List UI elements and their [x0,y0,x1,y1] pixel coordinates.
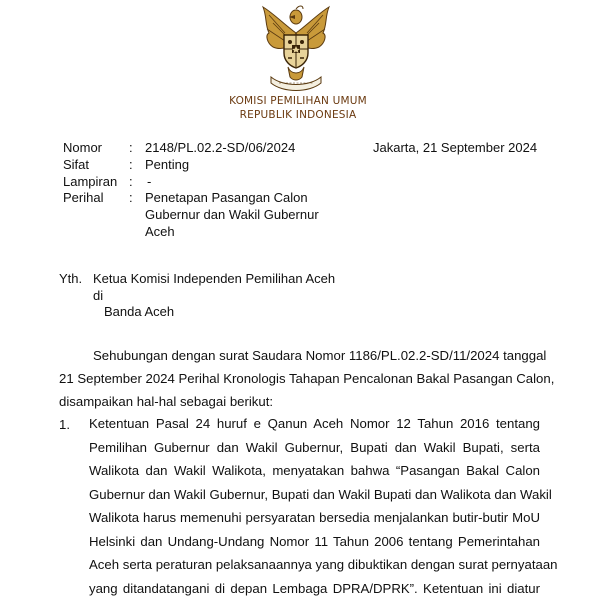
item-1-paragraph [89,412,540,600]
lampiran-colon: : [129,173,133,190]
lampiran-value: - [147,173,151,190]
opening-line-2: 21 September 2024 Perihal Kronologis Tahapan Pencalonan Bakal Pasangan Calon, [59,370,554,387]
lampiran-label: Lampiran [63,173,117,190]
nomor-value: 2148/PL.02.2-SD/06/2024 [145,139,295,156]
item-1-line: Walikota harus memenuhi persyaratan bersedia menjalankan butir-butir MoU [89,506,540,530]
nomor-label: Nomor [63,139,102,156]
sifat-value: Penting [145,156,189,173]
institution-name-line-2: REPUBLIK INDONESIA [0,109,596,121]
place-date: Jakarta, 21 September 2024 [373,139,537,156]
sifat-label: Sifat [63,156,89,173]
item-1-line: yang ditandatangani di depan Lembaga DPRA/DPRK”. Ketentuan ini diatur [89,577,540,600]
item-1-line: Ketentuan Pasal 24 huruf e Qanun Aceh Nomor 12 Tahun 2016 tentang [89,412,540,436]
addressee-name: Ketua Komisi Independen Pemilihan Aceh [93,270,335,287]
perihal-line-1: Penetapan Pasangan Calon [145,189,308,206]
perihal-colon: : [129,189,133,206]
perihal-line-3: Aceh [145,223,175,240]
garuda-pancasila-emblem [255,3,337,91]
item-1-line: Pemilihan Gubernur dan Wakil Gubernur, Bupati dan Wakil Bupati, serta [89,436,540,460]
opening-line-1: Sehubungan dengan surat Saudara Nomor 1186/PL.02.2-SD/11/2024 tanggal [93,347,546,364]
nomor-colon: : [129,139,133,156]
item-1-line: Aceh serta peraturan pelaksanaannya yang dibuktikan dengan surat pernyataan [89,553,540,577]
addressee-di: di [93,287,103,304]
yth-label: Yth. [59,270,82,287]
item-1-number: 1. [59,416,70,433]
item-1-line: Walikota dan Wakil Walikota, menyatakan bahwa “Pasangan Bakal Calon [89,459,540,483]
opening-line-3: disampaikan hal-hal sebagai berikut: [59,393,273,410]
item-1-line: Helsinki dan Undang-Undang Nomor 11 Tahun 2006 tentang Pemerintahan [89,530,540,554]
sifat-colon: : [129,156,133,173]
institution-name-line-1: KOMISI PEMILIHAN UMUM [0,95,596,107]
perihal-label: Perihal [63,189,103,206]
addressee-place: Banda Aceh [104,303,174,320]
perihal-line-2: Gubernur dan Wakil Gubernur [145,206,319,223]
item-1-line: Gubernur dan Wakil Gubernur, Bupati dan Wakil Bupati dan Walikota dan Wakil [89,483,540,507]
